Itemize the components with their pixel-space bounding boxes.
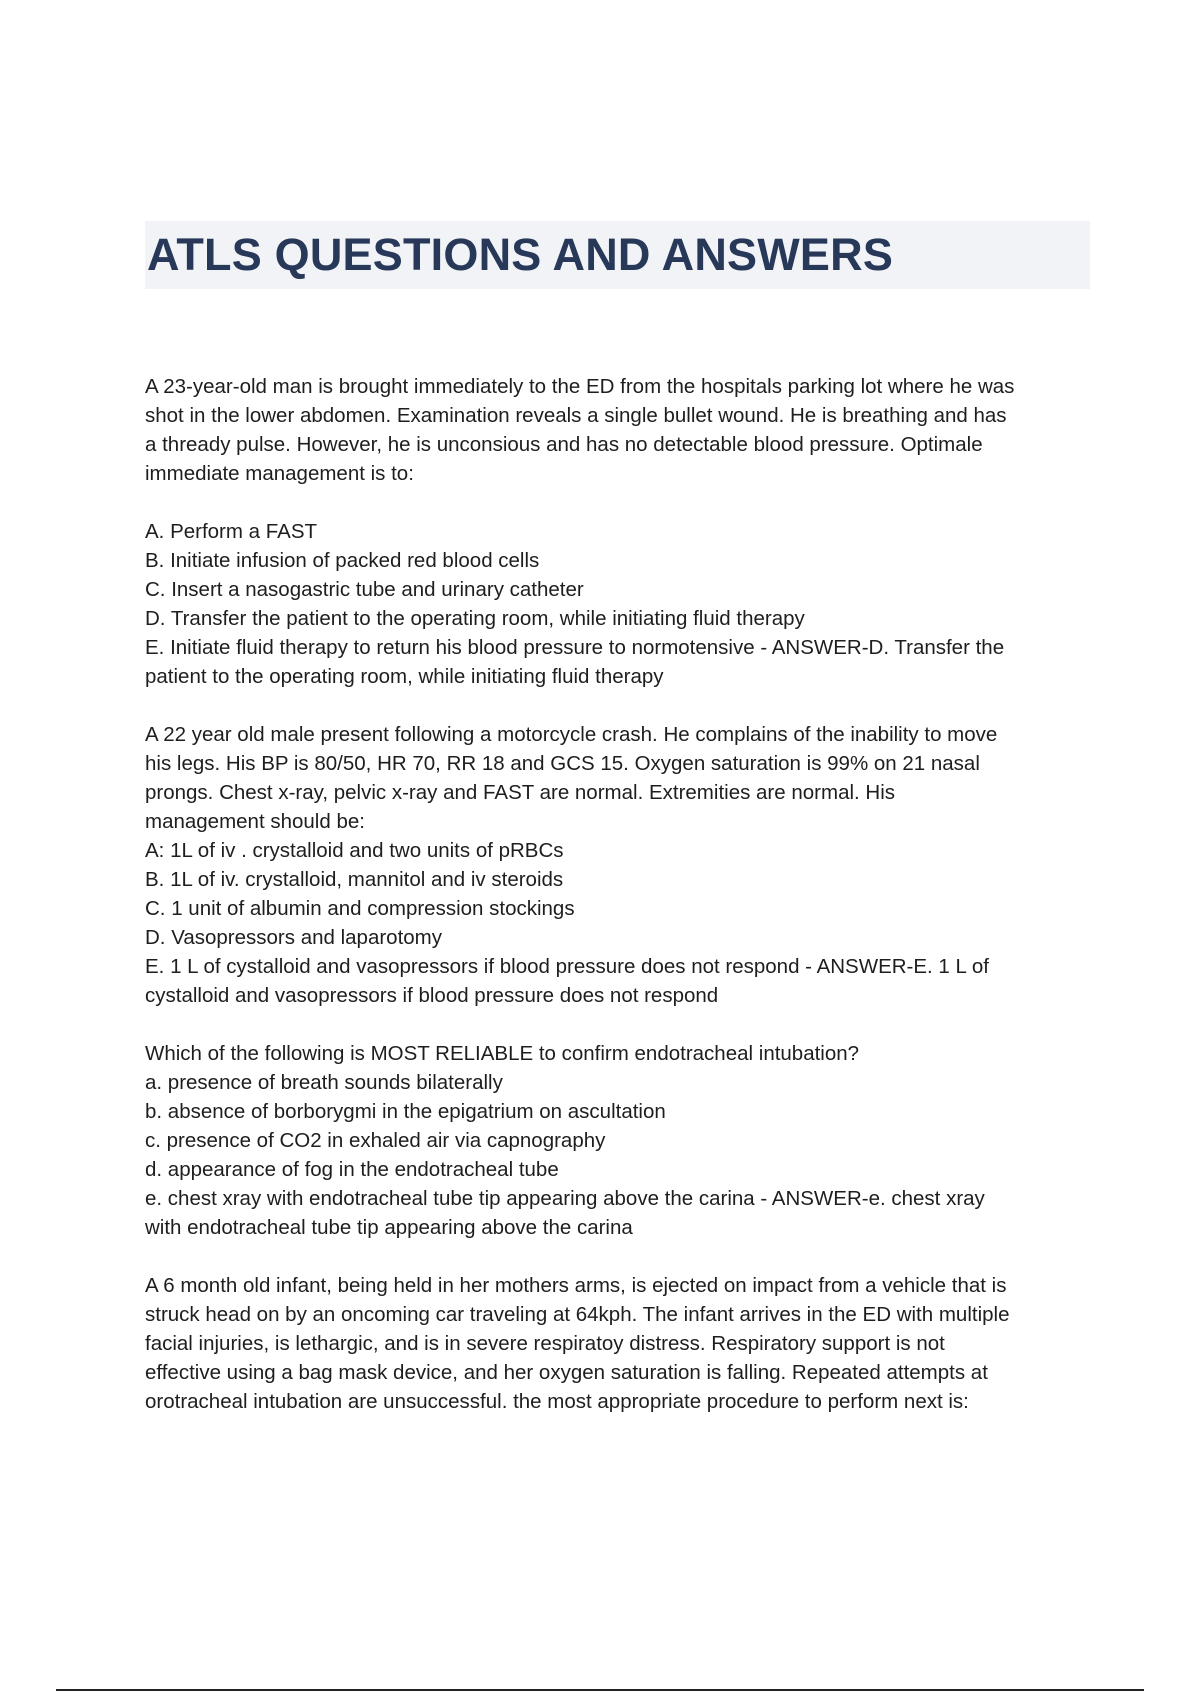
question-stem [145, 720, 1095, 836]
answer-options [145, 1068, 1095, 1242]
stem-line: A 22 year old male present following a motorcycle crash. He complains of the inability to move [145, 723, 998, 746]
question-block-4 [145, 1271, 1095, 1416]
stem-line: facial injuries, is lethargic, and is in severe respiratoy distress. Respiratory support is not [145, 1332, 945, 1355]
stem-line: a thready pulse. However, he is unconsious and has no detectable blood pressure. Optimale [145, 433, 983, 456]
option-line: e. chest xray with endotracheal tube tip appearing above the carina - ANSWER-e. chest xray [145, 1187, 985, 1210]
question-stem [145, 1039, 1095, 1068]
option-line: B. 1L of iv. crystalloid, mannitol and iv steroids [145, 868, 564, 891]
spacer [145, 488, 1095, 517]
option-line: b. absence of borborygmi in the epigatrium on ascultation [145, 1100, 666, 1123]
answer-options [145, 836, 1095, 1010]
stem-line: A 23-year-old man is brought immediately to the ED from the hospitals parking lot where he was [145, 375, 1015, 398]
option-line: patient to the operating room, while initiating fluid therapy [145, 665, 664, 688]
question-stem [145, 372, 1095, 488]
document-title: ATLS QUESTIONS AND ANSWERS [147, 229, 894, 280]
answer-options [145, 517, 1095, 691]
stem-line: management should be: [145, 810, 365, 833]
stem-line: prongs. Chest x-ray, pelvic x-ray and FAST are normal. Extremities are normal. His [145, 781, 896, 804]
stem-line: Which of the following is MOST RELIABLE to confirm endotracheal intubation? [145, 1042, 860, 1065]
stem-line: shot in the lower abdomen. Examination reveals a single bullet wound. He is breathing and has [145, 404, 1007, 427]
stem-line: effective using a bag mask device, and her oxygen saturation is falling. Repeated attempts at [145, 1361, 988, 1384]
stem-line: orotracheal intubation are unsuccessful. the most appropriate procedure to perform next is: [145, 1390, 969, 1413]
stem-line: immediate management is to: [145, 462, 414, 485]
question-stem [145, 1271, 1095, 1416]
option-line: cystalloid and vasopressors if blood pressure does not respond [145, 984, 719, 1007]
stem-line: A 6 month old infant, being held in her mothers arms, is ejected on impact from a vehicle that is [145, 1274, 1007, 1297]
option-line: C. 1 unit of albumin and compression stockings [145, 897, 575, 920]
option-line: A. Perform a FAST [145, 520, 318, 543]
option-line: E. 1 L of cystalloid and vasopressors if blood pressure does not respond - ANSWER-E. 1 L of [145, 955, 989, 978]
stem-line: his legs. His BP is 80/50, HR 70, RR 18 and GCS 15. Oxygen saturation is 99% on 21 nasal [145, 752, 980, 775]
option-line: D. Vasopressors and laparotomy [145, 926, 443, 949]
option-line: E. Initiate fluid therapy to return his blood pressure to normotensive - ANSWER-D. Transfer the [145, 636, 1005, 659]
question-block-1 [145, 372, 1095, 691]
question-block-3 [145, 1039, 1095, 1242]
option-line: D. Transfer the patient to the operating room, while initiating fluid therapy [145, 607, 805, 630]
questions-body [145, 372, 1095, 1445]
option-line: A: 1L of iv . crystalloid and two units of pRBCs [145, 839, 564, 862]
question-block-2 [145, 720, 1095, 1010]
title-banner [145, 221, 1090, 289]
option-line: d. appearance of fog in the endotracheal tube [145, 1158, 559, 1181]
option-line: with endotracheal tube tip appearing above the carina [145, 1216, 633, 1239]
option-line: c. presence of CO2 in exhaled air via capnography [145, 1129, 606, 1152]
stem-line: struck head on by an oncoming car traveling at 64kph. The infant arrives in the ED with multiple [145, 1303, 1010, 1326]
footer-divider [56, 1689, 1144, 1691]
option-line: B. Initiate infusion of packed red blood cells [145, 549, 540, 572]
option-line: a. presence of breath sounds bilaterally [145, 1071, 503, 1094]
option-line: C. Insert a nasogastric tube and urinary catheter [145, 578, 584, 601]
